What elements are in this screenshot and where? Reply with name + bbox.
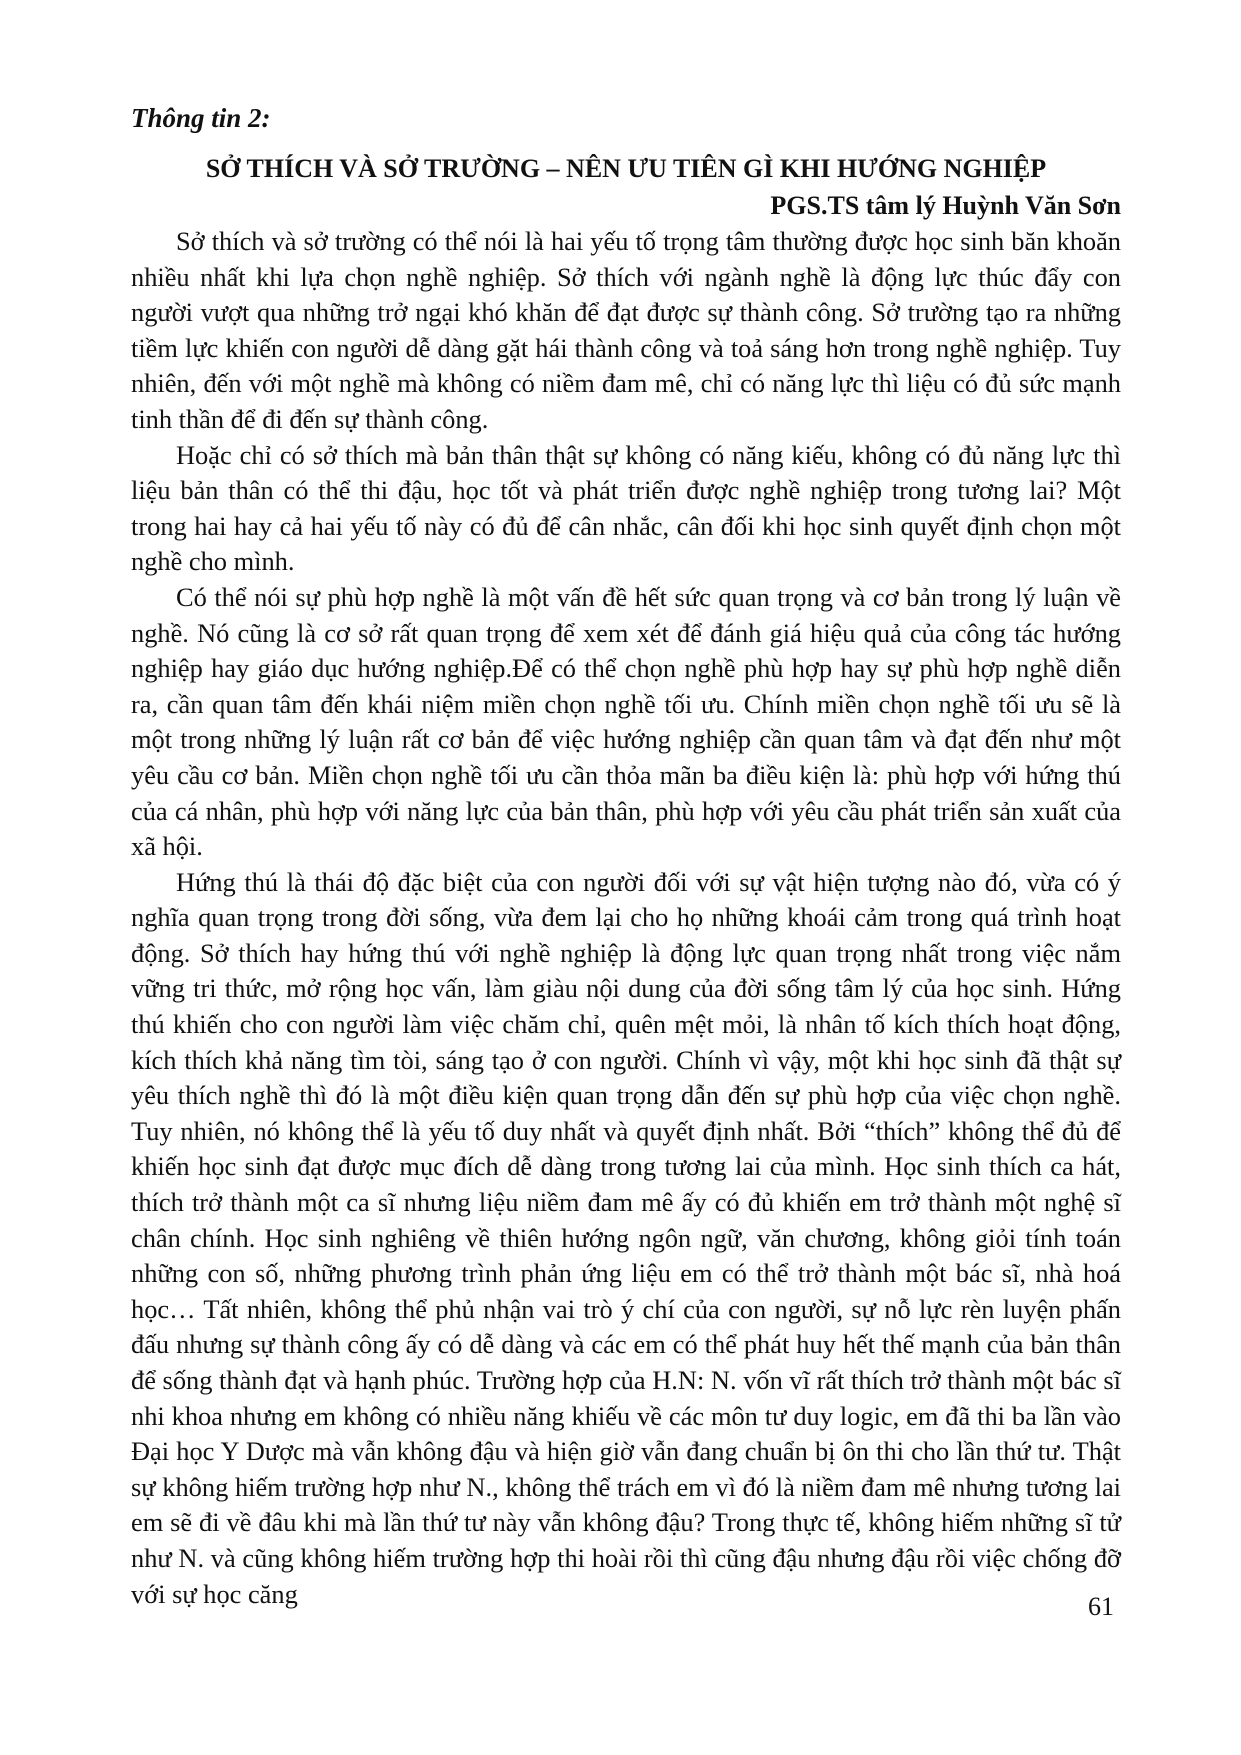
paragraph: Sở thích và sở trường có thể nói là hai yếu tố trọng tâm thường được học sinh băn khoăn nhiều nhất khi lựa chọn nghề nghiệp. Sở thích với ngành nghề là động lực thúc đẩy con người vượt qua những trở ngại khó khăn để đạt được sự thành công. Sở trường tạo ra những tiềm lực khiến con người dễ dàng gặt hái thành công và toả sáng hơn trong nghề nghiệp. Tuy nhiên, đến với một nghề mà không có niềm đam mê, chỉ có năng lực thì liệu có đủ sức mạnh tinh thần để đi đến sự thành công. bbox=[131, 226, 1121, 434]
page-number: 61 bbox=[1088, 1592, 1114, 1621]
author-line: PGS.TS tâm lý Huỳnh Văn Sơn bbox=[770, 191, 1121, 220]
document-title: SỞ THÍCH VÀ SỞ TRƯỜNG – NÊN ƯU TIÊN GÌ KHI HƯỚNG NGHIỆP bbox=[205, 154, 1047, 183]
paragraph: Hoặc chỉ có sở thích mà bản thân thật sự không có năng kiếu, không có đủ năng lực thì liệu bản thân có thể thi đậu, học tốt và phát triển được nghề nghiệp trong tương lai? Một trong hai hay cả hai yếu tố này có đủ để cân nhắc, cân đối khi học sinh quyết định chọn một nghề cho mình. bbox=[131, 439, 1121, 577]
paragraph: Có thể nói sự phù hợp nghề là một vấn đề hết sức quan trọng và cơ bản trong lý luận về nghề. Nó cũng là cơ sở rất quan trọng để xem xét để đánh giá hiệu quả của công tác hướng nghiệp hay giáo dục hướng nghiệp.Để có thể chọn nghề phù hợp hay sự phù hợp nghề diễn ra, cần quan tâm đến khái niệm miền chọn nghề tối ưu. Chính miền chọn nghề tối ưu sẽ là một trong những lý luận rất cơ bản để việc hướng nghiệp cần quan tâm và đạt đến như một yêu cầu cơ bản. Miền chọn nghề tối ưu cần thỏa mãn ba điều kiện là: phù hợp với hứng thú của cá nhân, phù hợp với năng lực của bản thân, phù hợp với yêu cầu phát triển sản xuất của xã hội. bbox=[131, 581, 1121, 862]
info-label: Thông tin 2: bbox=[131, 103, 271, 133]
document-page bbox=[131, 100, 1121, 1612]
article-body bbox=[131, 224, 1121, 1612]
paragraph: Hứng thú là thái độ đặc biệt của con người đối với sự vật hiện tượng nào đó, vừa có ý nghĩa quan trọng trong đời sống, vừa đem lại cho họ những khoái cảm trong quá trình hoạt động. Sở thích hay hứng thú với nghề nghiệp là động lực quan trọng nhất trong việc nắm vững tri thức, mở rộng học vấn, làm giàu nội dung của đời sống tâm lý của học sinh. Hứng thú khiến cho con người làm việc chăm chỉ, quên mệt mỏi, là nhân tố kích thích hoạt động, kích thích khả năng tìm tòi, sáng tạo ở con người. Chính vì vậy, một khi học sinh đã thật sự yêu thích nghề thì đó là một điều kiện quan trọng dẫn đến sự phù hợp của việc chọn nghề. Tuy nhiên, nó không thể là yếu tố duy nhất và quyết định nhất. Bởi “thích” không thể đủ để khiến học sinh đạt được mục đích dễ dàng trong tương lai của mình. Học sinh thích ca hát, thích trở thành một ca sĩ nhưng liệu niềm đam mê ấy có đủ khiến em trở thành một nghệ sĩ chân chính. Học sinh nghiêng về thiên hướng ngôn ngữ, văn chương, không giỏi tính toán những con số, những phương trình phản ứng liệu em có thể trở thành một bác sĩ, nhà hoá học… Tất nhiên, không thể phủ nhận vai trò ý chí của con người, sự nỗ lực rèn luyện phấn đấu nhưng sự thành công ấy có dễ dàng và các em có thể phát huy hết thế mạnh của bản thân để sống thành đạt và hạnh phúc. Trường hợp của H.N: N. vốn vĩ rất thích trở thành một bác sĩ nhi khoa nhưng em không có nhiều năng khiếu về các môn tư duy logic, em đã thi ba lần vào Đại học Y Dược mà vẫn không đậu và hiện giờ vẫn đang chuẩn bị ôn thi cho lần thứ tư. Thật sự không hiếm trường hợp như N., không thể trách em vì đó là niềm đam mê nhưng tương lai em sẽ đi về đâu khi mà lần thứ tư này vẫn không đậu? Trong thực tế, không hiếm những sĩ tử như N. và cũng không hiếm trường hợp thi hoài rồi thì cũng đậu nhưng đậu rồi việc chống đỡ với sự học căng bbox=[131, 866, 1121, 1609]
